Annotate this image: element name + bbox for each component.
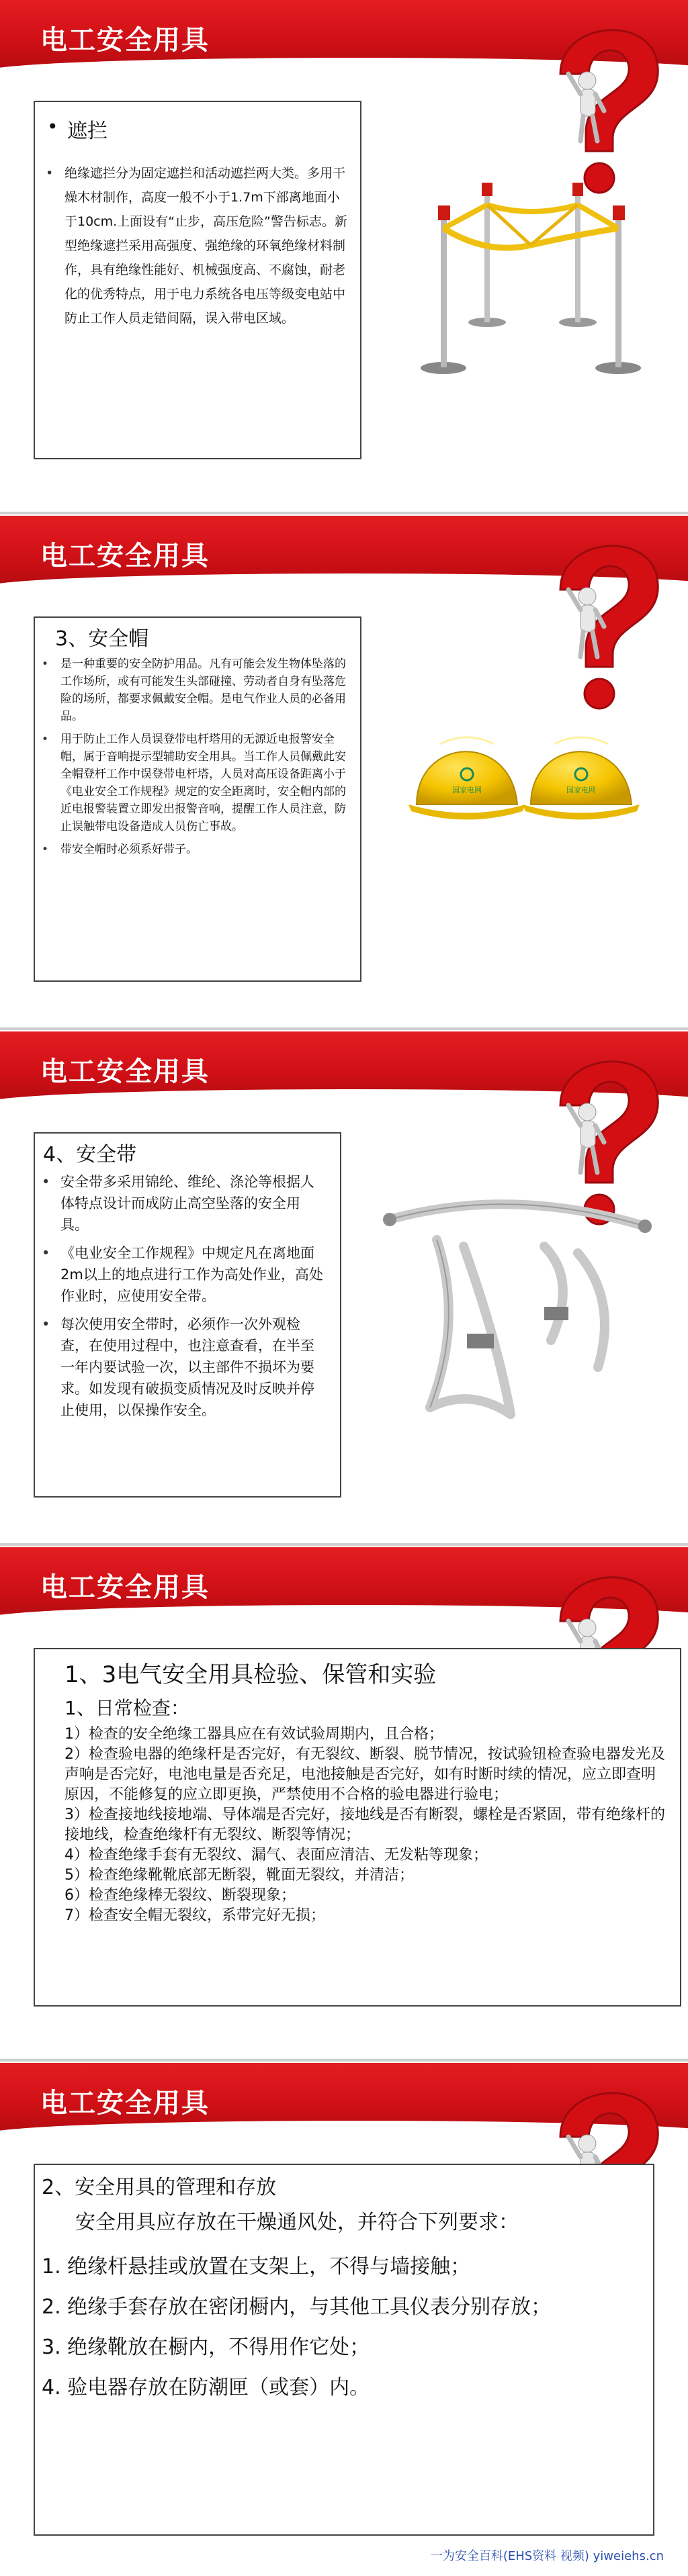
storage-item: 1. 绝缘杆悬挂或放置在支架上，不得与墙接触； (42, 2255, 471, 2279)
bullet-item: • 安全带多采用锦纶、维纶、涤沦等根据人体特点设计而成防止高空坠落的安全用具。 (38, 1171, 327, 1236)
slide-title: 电工安全用具 (40, 2088, 210, 2119)
helmet-logo: 国家电网 (566, 786, 596, 794)
slide-helmet (0, 516, 688, 1026)
check-item: 3）检查接地线接地端、导体端是否完好，接地线是否有断裂，螺栓是否紧固，带有绝缘杆的接地线，检查绝缘杆有无裂纹、断裂等情况； (64, 1806, 666, 1843)
bullet-item: • 用于防止工作人员误登带电杆塔用的无源近电报警安全帽，属于音响提示型辅助安全用具。当工作人员佩戴此安全帽登杆工作中误登带电杆塔，人员对高压设备距离小于《电业安全工作规程》规定的安全距离时，安全帽内部的近电报警装置立即发出报警音响，提醒工作人员注意，防止误触带电设备造成人员伤亡事故。 (38, 731, 347, 835)
bullet-list (38, 655, 347, 858)
slide-title: 电工安全用具 (40, 541, 210, 571)
slide-inspection (0, 1547, 688, 2058)
bullet-item: • 绝缘遮拦分为固定遮拦和活动遮拦两大类。多用干燥木材制作，高度一般不小于1.7m下部离地面小于10cm.上面设有“止步，高压危险”警告标志。新型绝缘遮拦采用高强度、强绝缘的环氧绝缘材料制作，具有绝缘性能好、机械强度高、不腐蚀，耐老化的优秀特点，用于电力系统各电压等级变电站中防止工作人员走错间隔，误入带电区域。 (42, 161, 351, 330)
helmet-photo (403, 704, 645, 838)
bullet-item: • 是一种重要的安全防护用品。凡有可能会发生物体坠落的工作场所，或有可能发生头部碰撞、劳动者自身有坠落危险的场所，都要求佩戴安全帽。是电气作业人员的必备用品。 (38, 655, 347, 725)
helmet-logo: 国家电网 (452, 786, 482, 794)
storage-item: 4. 验电器存放在防潮匣（或套）内。 (42, 2376, 370, 2399)
slide-title: 电工安全用具 (40, 1572, 210, 1603)
check-item: 5）检查绝缘靴靴底部无断裂，靴面无裂纹，并清洁； (64, 1867, 414, 1884)
slide-storage (0, 2063, 688, 2576)
safety-belt-photo (376, 1166, 658, 1434)
slide-barrier (0, 0, 688, 510)
barrier-photo (403, 154, 658, 396)
check-item: 4）检查绝缘手套有无裂纹、漏气、表面应清洁、无发粘等现象； (64, 1847, 488, 1864)
slide-safety-belt (0, 1031, 688, 1542)
intro-text: 安全用具应存放在干燥通风处，并符合下列要求： (75, 2211, 519, 2234)
content-panel (34, 2164, 654, 2536)
storage-list (42, 2247, 646, 2408)
storage-item: 2. 绝缘手套存放在密闭橱内，与其他工具仪表分别存放； (42, 2295, 552, 2319)
panel-title: 2、安全用具的管理和存放 (42, 2176, 277, 2199)
check-item: 1）检查的安全绝缘工器具应在有效试验周期内，且合格； (64, 1726, 443, 1743)
check-item: 7）检查安全帽无裂纹，系带完好无损； (64, 1907, 325, 1924)
panel-title: 1、3电气安全用具检验、保管和实验 (64, 1661, 437, 1688)
content-panel: • 遮拦 • 绝缘遮拦分为固定遮拦和活动遮拦两大类。多用干燥木材制作，高度一般不小于1.7m下部离地面小于10cm.上面设有“止步，高压危险”警告标志。新型绝缘遮拦采用高强度、强绝缘的环氧绝缘材料制作，具有绝缘性能好、机械强度高、不腐蚀，耐老化的优秀特点，用于电力系统各电压等级变电站中防止工作人员走错间隔，误入带电区域。 (34, 101, 361, 459)
footer-credit: 一为安全百科(EHS资料 视频) yiweiehs.cn (430, 2549, 664, 2563)
check-list (64, 1724, 669, 1926)
slide-title: 电工安全用具 (40, 25, 210, 56)
panel-title: 遮拦 (67, 120, 108, 143)
slide-title: 电工安全用具 (40, 1056, 210, 1087)
content-panel (34, 1132, 341, 1498)
bullet-list (42, 161, 351, 330)
bullet-item: • 每次使用安全带时，必须作一次外观检查，在使用过程中，也注意查看，在半至一年内要试验一次，以主部件不损坏为要求。如发现有破损变质情况及时反映并停止使用，以保操作安全。 (38, 1314, 327, 1421)
question-mark-figure-icon (533, 516, 675, 731)
check-item: 2）检查验电器的绝缘杆是否完好，有无裂纹、断裂、脱节情况，按试验钮检查验电器发光及声响是否完好，电池电量是否充足，电池接触是否完好，如有时断时续的情况，应立即查明原因，不能修复的应立即更换，严禁使用不合格的验电器进行验电； (64, 1746, 666, 1803)
storage-item: 3. 绝缘靴放在橱内，不得用作它处； (42, 2336, 370, 2359)
content-panel (34, 1648, 681, 2007)
panel-title: 4、安全带 (43, 1143, 137, 1166)
check-item: 6）检查绝缘棒无裂纹、断裂现象； (64, 1887, 296, 1904)
content-panel (34, 616, 361, 982)
bullet-item: • 带安全帽时必须系好带子。 (38, 841, 347, 858)
panel-title: 3、安全帽 (55, 627, 149, 651)
bullet-item: • 《电业安全工作规程》中规定凡在离地面2m以上的地点进行工作为高处作业，高处作业时，应使用安全带。 (38, 1242, 327, 1307)
bullet-list (38, 1171, 327, 1421)
section-subtitle: 1、日常检查： (64, 1697, 189, 1719)
